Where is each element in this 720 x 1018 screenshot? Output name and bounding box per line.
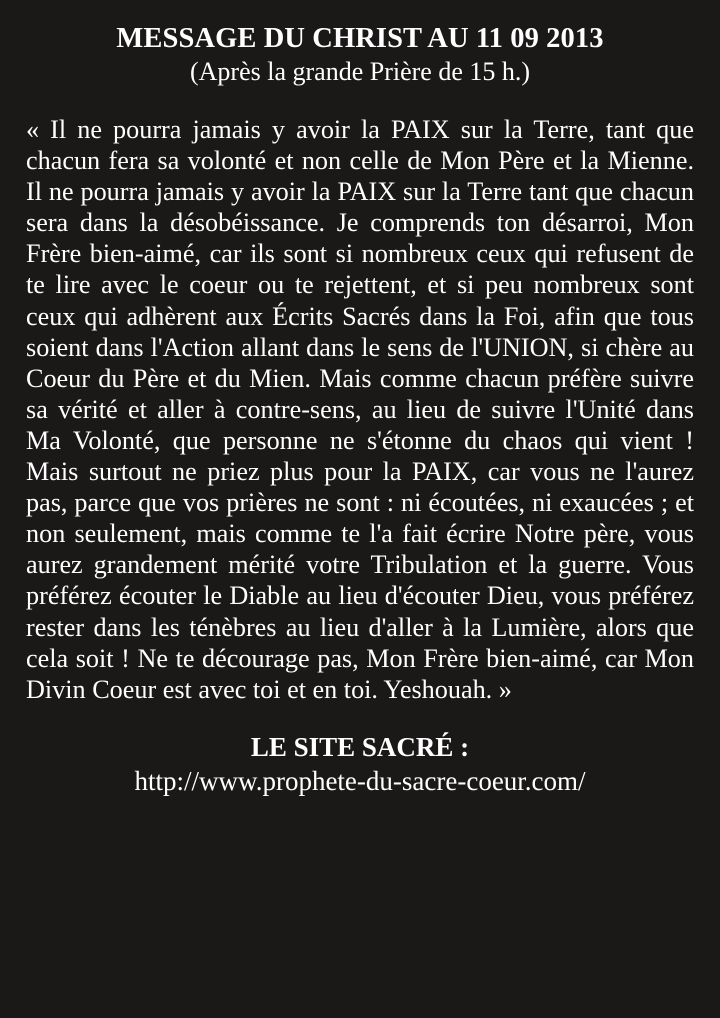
site-label: LE SITE SACRÉ : — [250, 731, 470, 762]
page-title: MESSAGE DU CHRIST AU 11 09 2013 — [116, 23, 604, 54]
site-url-link[interactable]: http://www.prophete-du-sacre-coeur.com/ — [134, 765, 586, 796]
page-subtitle: (Après la grande Prière de 15 h.) — [189, 57, 531, 86]
message-body: « Il ne pourra jamais y avoir la PAIX sur la Terre, tant que chacun fera sa volonté et non celle de Mon Père et la Mienne. Il ne pourra jamais y avoir la PAIX sur la Terre tant que chacun sera dans la désobéissance. Je comprends ton désarroi, Mon Frère bien-aimé, car ils sont si nombreux ceux qui refusent de te lire avec le coeur ou te rejettent, et si peu nombreux sont ceux qui adhèrent aux Écrits Sacrés dans la Foi, afin que tous soient dans l'Action allant dans le sens de l'UNION, si chère au Coeur du Père et du Mien. Mais comme chacun préfère suivre sa vérité et aller à contre-sens, au lieu de suivre l'Unité dans Ma Volonté, que personne ne s'étonne du chaos qui vient ! Mais surtout ne priez plus pour la PAIX, car vous ne l'aurez pas, parce que vos prières ne sont : ni écoutées, ni exaucées ; et non seulement, mais comme te l'a fait écrire Notre père, vous aurez grandement mérité votre Tribulation et la guerre. Vous préférez écouter le Diable au lieu d'écouter Dieu, vous préférez rester dans les ténèbres au lieu d'aller à la Lumière, alors que cela soit ! Ne te décourage pas, Mon Frère bien-aimé, car Mon Divin Coeur est avec toi et en toi. Yeshouah. » — [26, 115, 694, 704]
